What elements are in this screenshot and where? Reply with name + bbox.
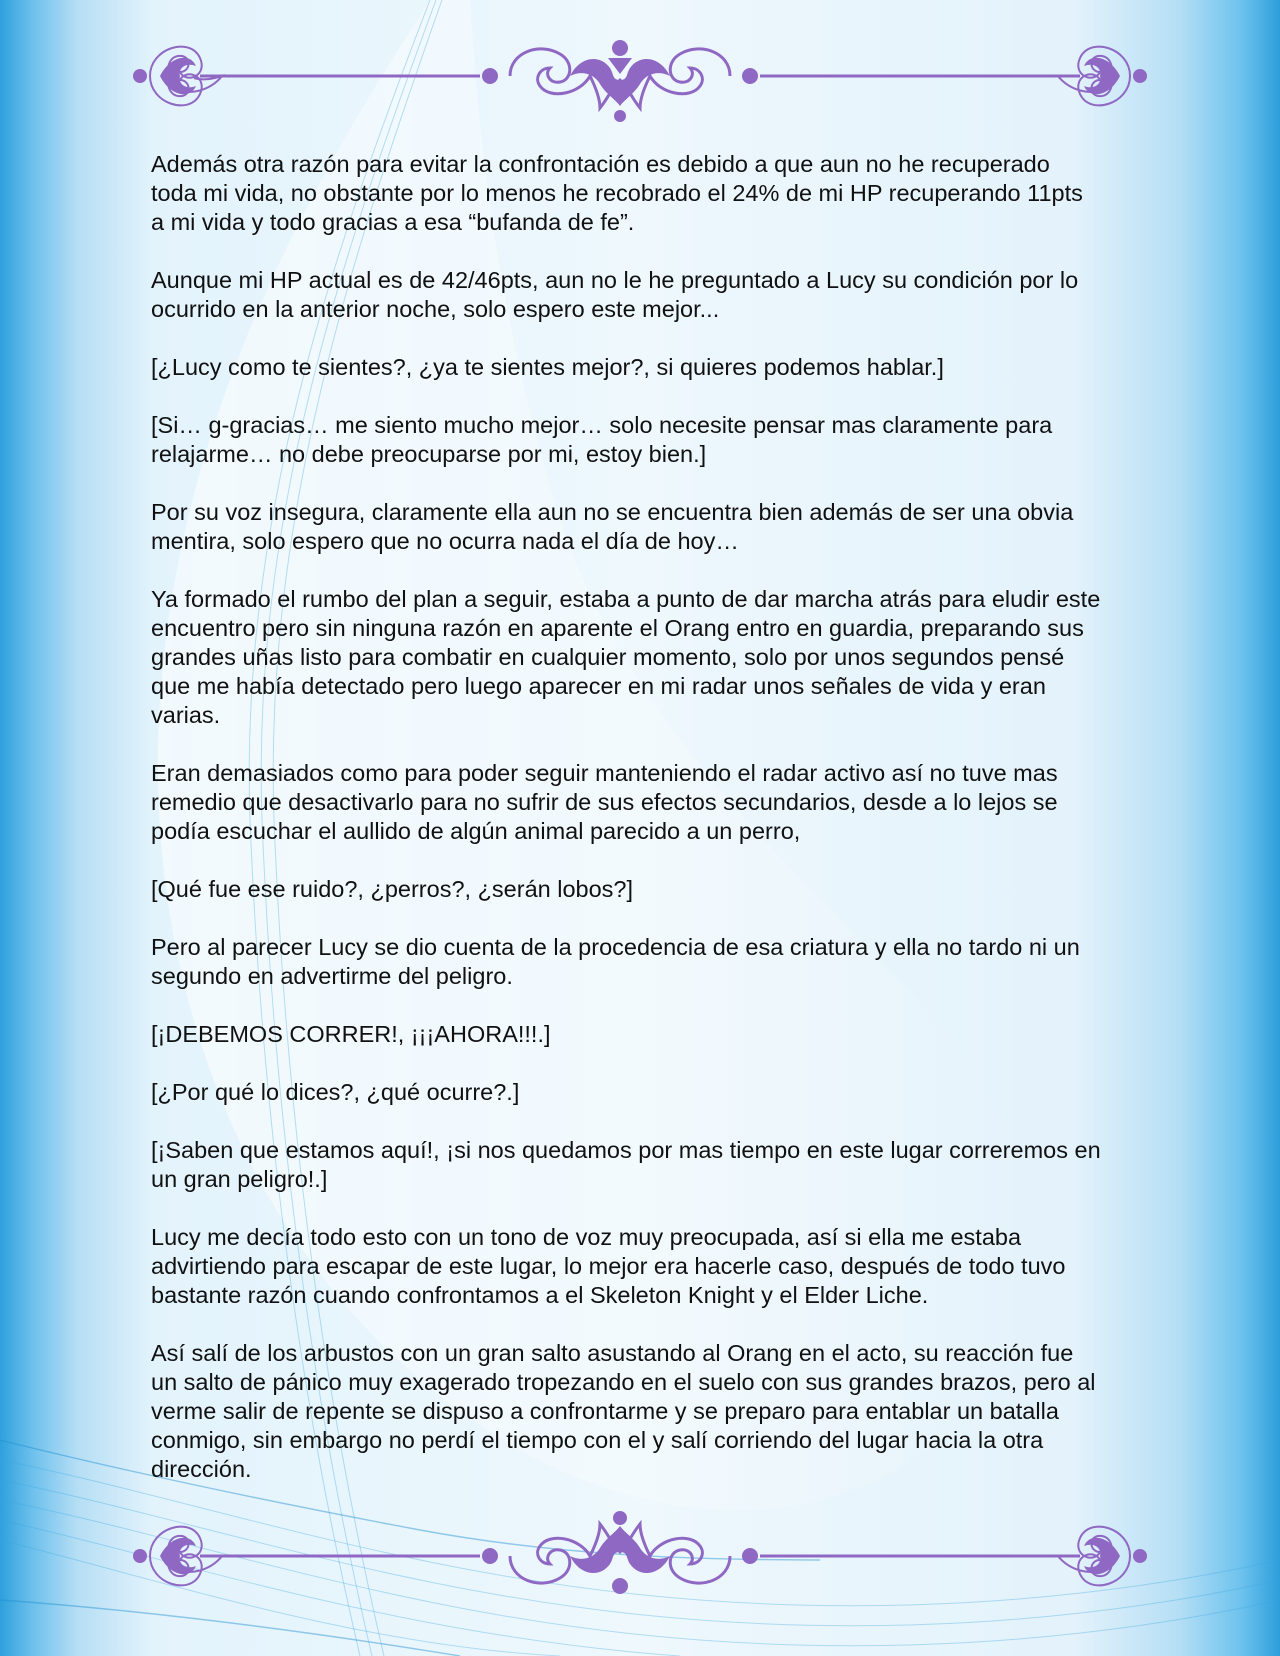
paragraph: Ya formado el rumbo del plan a seguir, estaba a punto de dar marcha atrás para eludir este encuentro pero sin ninguna razón en aparente el Orang entro en guardia, preparando sus grandes uñas listo para combatir en cualquier momento, solo por unos segundos pensé que me había detectado pero luego aparecer en mi radar unos señales de vida y eran varias. (151, 586, 1101, 728)
paragraph: Por su voz insegura, claramente ella aun no se encuentra bien además de ser una obvia mentira, solo espero que no ocurra nada el día de hoy… (151, 499, 1074, 554)
paragraph: Así salí de los arbustos con un gran salto asustando al Orang en el acto, su reacción fue un salto de pánico muy exagerado tropezando en el suelo con sus grandes brazos, pero al verme salir de repente se dispuso a confrontarme y se preparo para entablar un batalla conmigo, sin embargo no perdí el tiempo con el y salí corriendo del lugar hacia la otra dirección. (151, 1340, 1096, 1482)
top-ornament-divider-icon (130, 28, 1150, 124)
dialogue-line: [Qué fue ese ruido?, ¿perros?, ¿serán lobos?] (151, 876, 634, 902)
bottom-ornament-divider-icon (130, 1508, 1150, 1604)
paragraph: Eran demasiados como para poder seguir manteniendo el radar activo así no tuve mas remedio que desactivarlo para no sufrir de sus efectos secundarios, desde a lo lejos se podía escuchar el aullido de algún animal parecido a un perro, (151, 760, 1058, 844)
dialogue-line: [¡DEBEMOS CORRER!, ¡¡¡AHORA!!!.] (151, 1021, 551, 1047)
paragraph: Lucy me decía todo esto con un tono de voz muy preocupada, así si ella me estaba advirtiendo para escapar de este lugar, lo mejor era hacerle caso, después de todo tuvo bastante razón cuando confrontamos a el Skeleton Knight y el Elder Liche. (151, 1224, 1066, 1308)
paragraph: Además otra razón para evitar la confrontación es debido a que aun no he recuperado toda mi vida, no obstante por lo menos he recobrado el 24% de mi HP recuperando 11pts a mi vida y todo gracias a esa “bufanda de fe”. (151, 151, 1083, 235)
dialogue-line: [¿Por qué lo dices?, ¿qué ocurre?.] (151, 1079, 520, 1105)
paragraph: Pero al parecer Lucy se dio cuenta de la procedencia de esa criatura y ella no tardo ni un segundo en advertirme del peligro. (151, 934, 1080, 989)
dialogue-line: [¿Lucy como te sientes?, ¿ya te sientes mejor?, si quieres podemos hablar.] (151, 354, 944, 380)
story-text (151, 150, 1101, 1513)
dialogue-line: [¡Saben que estamos aquí!, ¡si nos quedamos por mas tiempo en este lugar correremos en un gran peligro!.] (151, 1137, 1101, 1192)
dialogue-line: [Si… g-gracias… me siento mucho mejor… solo necesite pensar mas claramente para relajarme… no debe preocuparse por mi, estoy bien.] (151, 412, 1053, 467)
paragraph: Aunque mi HP actual es de 42/46pts, aun no le he preguntado a Lucy su condición por lo ocurrido en la anterior noche, solo espero este mejor... (151, 267, 1079, 322)
